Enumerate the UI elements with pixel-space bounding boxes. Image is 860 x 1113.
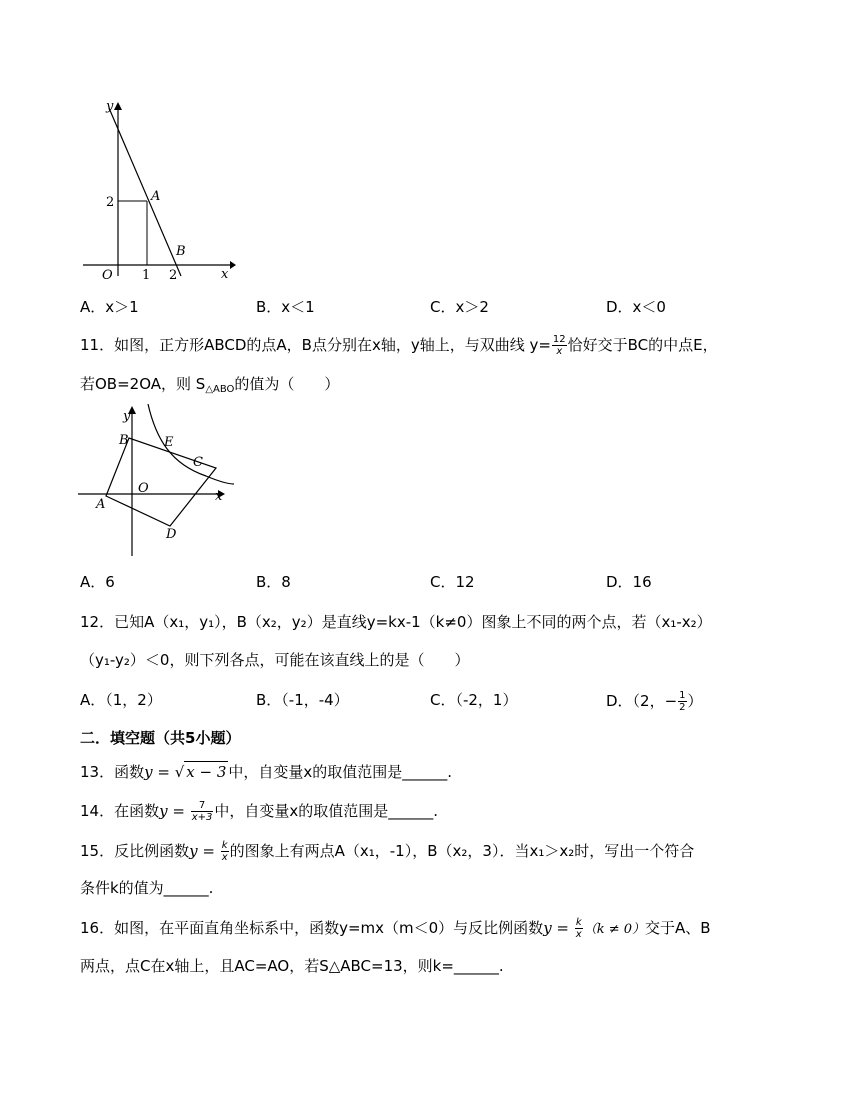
svg-text:x: x [215,489,223,504]
tick-x2: 2 [169,268,178,280]
tick-y2: 2 [106,195,115,210]
q15-line2: 条件k的值为______. [80,879,214,897]
q10-option-c: C．x＞2 [430,298,489,316]
q16-line1: 16．如图，在平面直角坐标系中，函数y=mx（m＜0）与反比例函数y = $\frac{k}{x}$ （k ≠ 0）交于A、B [80,917,711,940]
section-2-heading: 二．填空题（共5小题） [80,729,241,747]
q12-option-a: A．（1，2） [80,691,162,709]
point-b-label: B [176,244,186,259]
x-axis-label: x [221,267,229,280]
q11-fraction: $\frac{12}{x}$ [552,334,566,357]
svg-text:D: D [166,527,177,542]
tick-x1: 1 [142,268,151,280]
q15-line1: 15．反比例函数y = $\frac{k}{x}$ 的图象上有两点A（x₁，-1），B（x₂，3）．当x₁＞x₂时，写出一个符合 [80,840,695,863]
svg-text:B: B [119,433,129,448]
hyperbola [148,404,234,484]
point-a-label: A [151,189,161,204]
svg-text:C: C [193,455,203,470]
square-abcd [106,438,216,526]
q11-line1 [80,334,718,357]
svg-text:E: E [164,435,174,450]
q12-option-c: C．（-2，1） [430,691,518,709]
q11-option-c: C．12 [430,573,475,591]
svg-text:y: y [123,409,131,424]
q12-line2: （y₁-y₂）＜0，则下列各点，可能在该直线上的是（ ） [80,651,470,669]
q11-option-b: B．8 [256,573,291,591]
q12-line1: 12．已知A（x₁，y₁），B（x₂，y₂）是直线y=kx-1（k≠0）图象上不同的两个点，若（x₁-x₂） [80,613,712,631]
q11-text-post: 恰好交于BC的中点E， [567,336,718,354]
q10-option-b: B．x＜1 [256,298,315,316]
q11-text-pre: 11．如图，正方形ABCD的点A，B点分别在x轴，y轴上，与双曲线 y= [80,336,551,354]
svg-text:O: O [138,481,149,496]
q13: 13．函数y = √ x − 3 中，自变量x的取值范围是______. [80,763,453,781]
q16-line2: 两点，点C在x轴上，且AC=AO，若S△ABC=13，则k=______. [80,957,504,975]
q10-option-a: A．x＞1 [80,298,139,316]
q11-figure [76,404,236,560]
q10-line [109,108,181,276]
svg-text:A: A [96,497,106,512]
q14: 14．在函数y = $\frac{7}{x+3}$ 中，自变量x的取值范围是______. [80,800,439,823]
q11-line2: 若OB=2OA，则 $S_{\triangle ABO}$的值为（ ） [80,375,340,395]
q10-option-d: D．x＜0 [606,298,666,316]
q12-option-d: D．（2，− $\frac{1}{2}$ ） [606,690,703,713]
q11-option-d: D．16 [606,573,652,591]
q11-option-a: A．6 [80,573,115,591]
q12-option-b: B．（-1，-4） [256,691,349,709]
q10-figure [78,98,238,280]
y-axis-label: y [106,99,114,114]
origin-label: O [102,268,113,280]
